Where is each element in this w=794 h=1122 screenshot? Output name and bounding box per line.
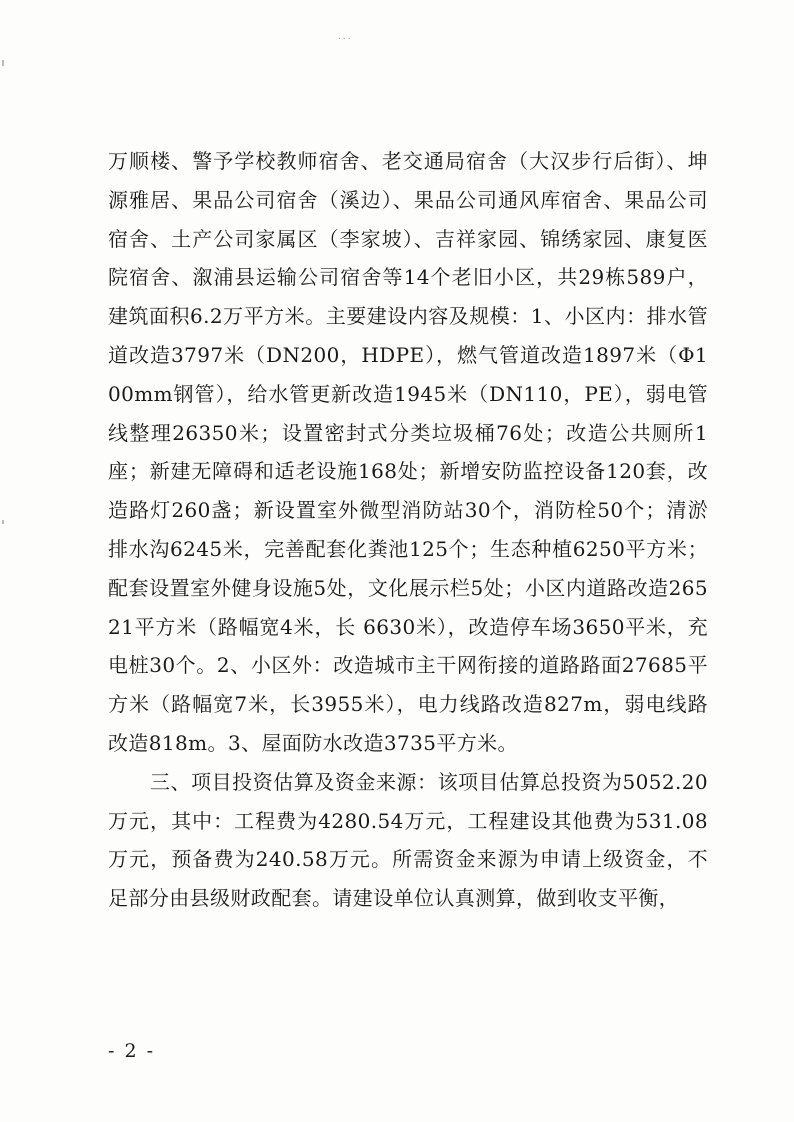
body-paragraph-continued: 万顺楼、警予学校教师宿舍、老交通局宿舍（大汉步行后街）、坤源雅居、果品公司宿舍（溪边）、果品公司通风库宿舍、果品公司宿舍、土产公司家属区（李家坡）、吉祥家园、锦绣家园、康复医院宿舍、溆浦县运输公司宿舍等14个老旧小区，共29栋589户，建筑面积6.2万平方米。主要建设内容及规模：1、小区内：排水管道改造3797米（DN200，HDPE），燃气管道改造1897米（Φ100mm钢管），给水管更新改造1945米（DN110，PE），弱电管线整理26350米；设置密封式分类垃圾桶76处；改造公共厕所1座；新建无障碍和适老设施168处；新增安防监控设备120套，改造路灯260盏；新设置室外微型消防站30个，消防栓50个；清淤排水沟6245米，完善配套化粪池125个；生态种植6250平方米；配套设置室外健身设施5处，文化展示栏5处；小区内道路改造26521平方米（路幅宽4米，长 6630米），改造停车场3650平米，充电桩30个。2、小区外：改造城市主干网衔接的道路路面27685平方米（路幅宽7米，长3955米），电力线路改造827m，弱电线路改造818m。3、屋面防水改造3735平方米。	[108, 149, 708, 755]
left-edge-mark	[2, 520, 4, 524]
document-body	[108, 142, 708, 918]
top-scan-mark: ...	[338, 32, 353, 42]
page-number: - 2 -	[108, 1040, 156, 1062]
left-edge-mark	[2, 60, 4, 66]
body-paragraph-investment: 三、项目投资估算及资金来源：该项目估算总投资为5052.20万元，其中：工程费为4280.54万元，工程建设其他费为531.08万元，预备费为240.58万元。所需资金来源为申请上级资金，不足部分由县级财政配套。请建设单位认真测算，做到收支平衡，	[108, 769, 708, 911]
